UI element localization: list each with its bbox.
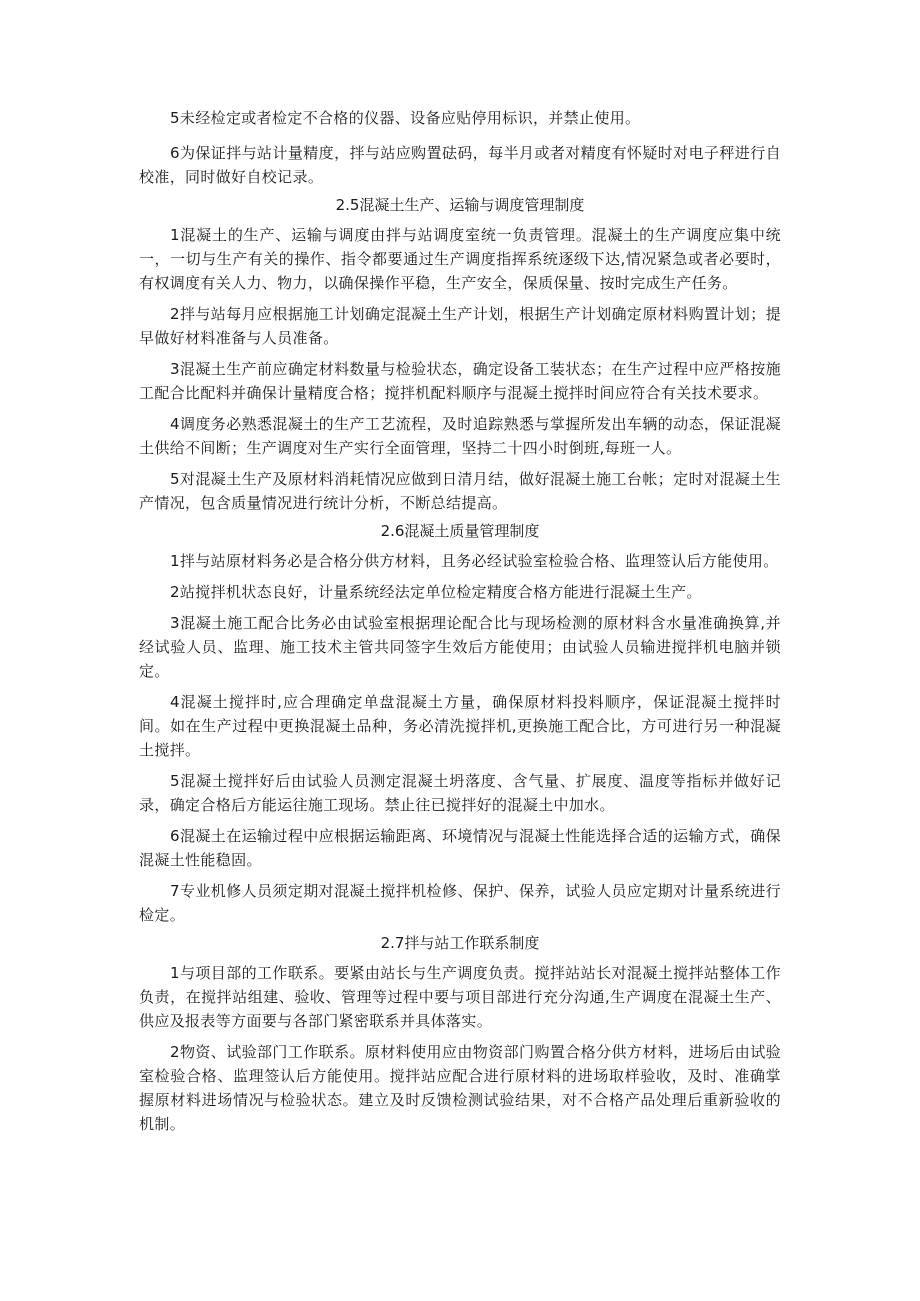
paragraph-2-6-1: 1拌与站原材料务必是合格分供方材料，且务必经试验室检验合格、监理签认后方能使用。 xyxy=(170,552,779,570)
section-title-2-5: 2.5混凝土生产、运输与调度管理制度 xyxy=(335,196,585,214)
paragraph-2-5-4: 4调度务必熟悉混凝土的生产工艺流程，及时追踪熟悉与掌握所发出车辆的动态，保证混凝土供给不间断；生产调度对生产实行全面管理，坚持二十四小时倒班,每班一人。 xyxy=(139,415,781,457)
paragraph-2-7-1: 1与项目部的工作联系。要紧由站长与生产调度负责。搅拌站站长对混凝土搅拌站整体工作负责，在搅拌站组建、验收、管理等过程中要与项目部进行充分沟通,生产调度在混凝土生产、供应及报表等方面要与各部门紧密联系并具体落实。 xyxy=(139,964,781,1030)
paragraph-2-5-2: 2拌与站每月应根据施工计划确定混凝土生产计划，根据生产计划确定原材料购置计划；提早做好材料准备与人员准备。 xyxy=(139,305,781,347)
paragraph-2-6-5: 5混凝土搅拌好后由试验人员测定混凝土坍落度、含气量、扩展度、温度等指标并做好记录，确定合格后方能运往施工现场。禁止往已搅拌好的混凝土中加水。 xyxy=(139,772,781,814)
paragraph-2-7-2: 2物资、试验部门工作联系。原材料使用应由物资部门购置合格分供方材料，进场后由试验室检验合格、监理签认后方能使用。搅拌站应配合进行原材料的进场取样验收，及时、准确掌握原材料进场情况与检验状态。建立及时反馈检测试验结果，对不合格产品处理后重新验收的机制。 xyxy=(139,1043,781,1133)
section-title-2-7: 2.7拌与站工作联系制度 xyxy=(380,934,540,952)
section-title-2-6: 2.6混凝土质量管理制度 xyxy=(380,522,540,540)
paragraph-2-5-1: 1混凝土的生产、运输与调度由拌与站调度室统一负责管理。混凝土的生产调度应集中统一，一切与生产有关的操作、指令都要通过生产调度指挥系统逐级下达,情况紧急或者必要时，有权调度有关人力、物力，以确保操作平稳，生产安全，保质保量、按时完成生产任务。 xyxy=(139,226,781,292)
paragraph-2-6-7: 7专业机修人员须定期对混凝土搅拌机检修、保护、保养，试验人员应定期对计量系统进行检定。 xyxy=(139,882,781,924)
paragraph-2-6-6: 6混凝土在运输过程中应根据运输距离、环境情况与混凝土性能选择合适的运输方式，确保混凝土性能稳固。 xyxy=(139,827,781,869)
paragraph-2-5-5: 5对混凝土生产及原材料消耗情况应做到日清月结，做好混凝土施工台帐；定时对混凝土生产情况，包含质量情况进行统计分析，不断总结提高。 xyxy=(139,470,781,512)
document-page xyxy=(139,106,781,1136)
paragraph-intro-1: 5未经检定或者检定不合格的仪器、设备应贴停用标识，并禁止使用。 xyxy=(170,109,641,127)
paragraph-2-5-3: 3混凝土生产前应确定材料数量与检验状态，确定设备工装状态；在生产过程中应严格按施工配合比配料并确保计量精度合格；搅拌机配料顺序与混凝土搅拌时间应符合有关技术要求。 xyxy=(139,360,781,402)
paragraph-2-6-4: 4混凝土搅拌时,应合理确定单盘混凝土方量，确保原材料投料顺序，保证混凝土搅拌时间。如在生产过程中更换混凝土品种，务必清洗搅拌机,更换施工配合比，方可进行另一种混凝土搅拌。 xyxy=(139,693,781,759)
paragraph-2-6-3: 3混凝土施工配合比务必由试验室根据理论配合比与现场检测的原材料含水量准确换算,并经试验人员、监理、施工技术主管共同签字生效后方能使用；由试验人员输进搅拌机电脑并锁定。 xyxy=(139,614,781,680)
paragraph-2-6-2: 2站搅拌机状态良好，计量系统经法定单位检定精度合格方能进行混凝土生产。 xyxy=(170,583,702,601)
paragraph-intro-2: 6为保证拌与站计量精度，拌与站应购置砝码，每半月或者对精度有怀疑时对电子秤进行自校准，同时做好自校记录。 xyxy=(139,144,781,186)
